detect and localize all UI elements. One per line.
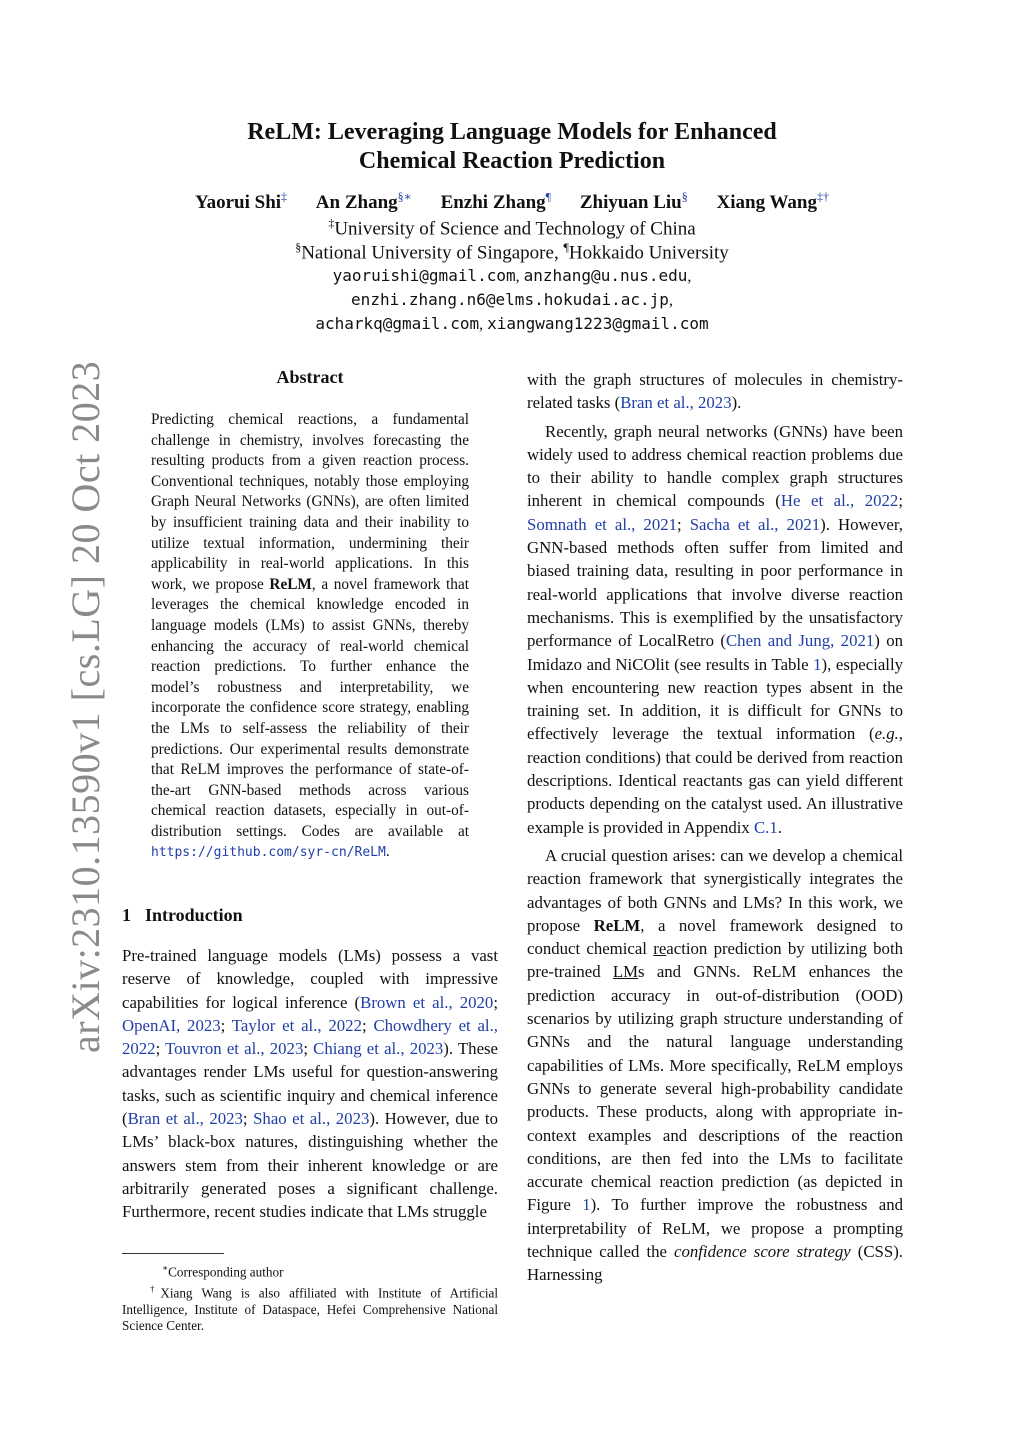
code-link[interactable]: https://github.com/syr-cn/ReLM [151,845,386,861]
abstract-text: . [385,843,390,861]
text-run: (CSS). Harnessing [527,1241,903,1285]
text-run: . [777,817,782,837]
section-number: 1 [122,905,131,925]
text-run: ), especially when encountering new reaction types absent in the training set. In addition, it is difficult for GNNs to effectively leverage the textual information ( [527,654,903,744]
text-run: Pre-trained language models (LMs) possess a vast reserve of knowledge, coupled with impressive capabilities for logical inference ( [122,946,498,1012]
italic-text: e.g., [874,724,903,744]
email-separator: , [687,268,692,285]
paper-title [0,118,1024,176]
citation-link[interactable]: Taylor et al., 2022 [231,1015,362,1035]
text-run: ; [303,1039,314,1059]
text-run: ). However, GNN-based methods often suffer from limited and biased training data, resulting in poor performance in real-world applications that involve diverse reaction mechanisms. This is exemplified by the unsatisfactory performance of LocalRetro ( [527,514,903,651]
text-run: ; [677,514,690,534]
email-line-1 [0,266,1024,286]
citation-link[interactable]: Chowdhery et al., 2022 [122,1015,498,1059]
text-run: with the graph structures of molecules in chemistry-related tasks ( [527,370,903,413]
email-address[interactable]: acharkq@gmail.com [315,314,480,333]
email-separator: , [479,316,484,333]
text-run: ). These advantages render LMs useful for question-answering tasks, such as scientific inquiry and chemical inference ( [122,1039,498,1129]
footnote [122,1281,498,1335]
title-line-1: ReLM: Leveraging Language Models for Enhanced [247,119,777,145]
text-run: ; [361,1015,374,1035]
text-run: ). [731,393,742,413]
text-run: , a novel framework designed to conduct chemical [527,915,903,959]
abstract-text: , a novel framework that leverages the chemical knowledge encoded in language models (LMs) to assist GNNs, thereby enhancing the accuracy of real-world chemical reaction predictions. To further enhance the model’s robustness and interpretability, we incorporate the confidence score strategy, enabling the LMs to self-assess the reliability of their predictions. Our experimental results demonstrate that ReLM improves the performance of state-of-the-art GNN-based methods across various chemical reaction datasets, especially in out-of-distribution settings. Codes are available at [151,575,469,840]
footnotes [122,1260,498,1334]
abstract-heading: Abstract [276,367,344,387]
abstract-text: Predicting chemical reactions, a fundamental challenge in chemistry, involves forecasting the resulting products from a given reaction process. Conventional techniques, notably those employing Graph Neural Networks (GNNs), are often limited by insufficient training data and their inability to utilize textual information, undermining their applicability in real-world applications. In this work, we propose [151,411,469,593]
author-mark: § [681,190,688,204]
citation-link[interactable]: Touvron et al., 2023 [165,1039,304,1059]
email-line-2 [0,290,1024,310]
affiliation-line-2 [0,240,1024,264]
text-run: ; [155,1039,166,1059]
text-run: ) on Imidazo and NiCOlit (see results in Table [527,631,904,674]
citation-link[interactable]: C.1 [753,817,778,837]
author-mark: ‡ [281,190,288,204]
title-line-2: Chemical Reaction Prediction [358,148,666,174]
email-separator: , [668,292,673,309]
intro-paragraph [122,944,498,1224]
bold-text: ReLM [593,915,641,935]
citation-link[interactable]: Somnath et al., 2021 [527,514,677,534]
section-title: Introduction [145,905,243,925]
affiliation-mark: ‡ [328,216,335,230]
author [441,192,552,213]
citation-link[interactable]: 1 [582,1195,591,1215]
abstract-relm-bold: ReLM [269,575,312,593]
author [195,192,287,213]
italic-text: confidence score strategy [674,1241,851,1261]
paragraph [527,420,903,839]
arxiv-stamp-text: arXiv:2310.13590v1 [cs.LG] 20 Oct 2023 [63,360,108,1053]
citation-link[interactable]: Brown et al., 2020 [360,992,494,1012]
text-run: ; [220,1015,232,1035]
affiliation-mark: § [295,240,302,254]
text-run: A crucial question arises: can we develop a chemical reaction framework that synergistically integrates the advantages of both GNNs and LMs? In this work, we propose [527,845,903,935]
author-name: Enzhi Zhang [440,192,546,214]
author-name: An Zhang [315,192,398,214]
text-run: ; [493,992,498,1012]
author [717,192,830,213]
email-address[interactable]: yaoruishi@gmail.com [332,266,516,285]
underlined-text: re [653,939,667,959]
author-name: Yaorui Shi [194,192,282,214]
footnote [122,1260,498,1281]
paragraph [527,844,903,1287]
email-separator: , [515,268,520,285]
author-name: Xiang Wang [716,192,817,214]
right-column [527,368,903,1287]
text-run: ; [242,1109,254,1129]
affiliation-text: Hokkaido University [568,242,729,264]
footnote-mark: ∗ [162,1263,169,1273]
affiliation-mark: ¶ [563,240,569,254]
paragraph [527,368,903,415]
arxiv-identifier-stamp [12,360,108,1055]
citation-link[interactable]: Bran et al., 2023 [127,1109,243,1129]
citation-link[interactable]: Shao et al., 2023 [253,1109,370,1129]
author-list [0,190,1024,214]
email-address[interactable]: anzhang@u.nus.edu [523,266,688,285]
author-mark: ¶ [545,190,552,204]
footnote-divider [122,1253,224,1254]
email-address[interactable]: enzhi.zhang.n6@elms.hokudai.ac.jp [351,290,669,309]
text-run: s and GNNs. ReLM enhances the prediction accuracy in out-of-distribution (OOD) scenarios by utilizing graph structure understanding of GNNs and the natural language understanding capabilities of LMs. More specifically, ReLM employs GNNs to generate several high-probability candidate products. These products, along with appropriate in-context examples and descriptions of the reaction conditions, are then fed into the LMs to facilitate accurate chemical reaction prediction (as depicted in Figure [527,962,903,1215]
author-name: Zhiyuan Liu [579,192,682,214]
text-run: reaction conditions) that could be derived from reaction descriptions. Identical reactants gas can yield different products depending on the catalyst used. An illustrative example is provided in Appendix [527,747,903,837]
citation-link[interactable]: Bran et al., 2023 [620,393,732,413]
author [316,192,412,213]
text-run: ; [898,491,903,511]
citation-link[interactable]: He et al., 2022 [780,491,899,511]
footnote-mark: † [150,1283,161,1294]
author-mark: §∗ [397,190,412,204]
text-run: Recently, graph neural networks (GNNs) have been widely used to address chemical reaction problems due to their ability to handle complex graph structures inherent in chemical compounds ( [527,421,903,511]
email-line-3 [0,314,1024,334]
author-mark: ‡† [817,190,829,204]
affiliation-text: University of Science and Technology of China [334,218,696,240]
citation-link[interactable]: Sacha et al., 2021 [689,514,821,534]
citation-link[interactable]: 1 [813,654,822,674]
text-run: action prediction by utilizing both pre-trained [527,939,903,982]
email-address[interactable]: xiangwang1223@gmail.com [487,314,709,333]
underlined-text: LM [612,962,639,982]
section-heading-introduction [122,905,243,926]
author [580,192,688,213]
affiliation-text: National University of Singapore, [301,242,564,264]
citation-link[interactable]: Chiang et al., 2023 [313,1039,444,1059]
text-run: ). However, due to LMs’ black-box natures, distinguishing whether the answers stem from their inherent knowledge or are arbitrarily generated poses a significant challenge. Furthermore, recent studies indicate that LMs struggle [122,1109,498,1222]
footnote-text: Corresponding author [168,1264,284,1280]
citation-link[interactable]: Chen and Jung, 2021 [725,631,875,651]
abstract-body [151,410,469,864]
citation-link[interactable]: OpenAI, 2023 [122,1015,221,1035]
footnote-text: Xiang Wang is also affiliated with Institute of Artificial Intelligence, Institute of Dataspace, Hefei Comprehensive National Science Center. [122,1285,499,1333]
text-run: ). To further improve the robustness and interpretability of ReLM, we propose a prompting technique called the [527,1195,903,1261]
affiliation-line-1 [0,216,1024,240]
